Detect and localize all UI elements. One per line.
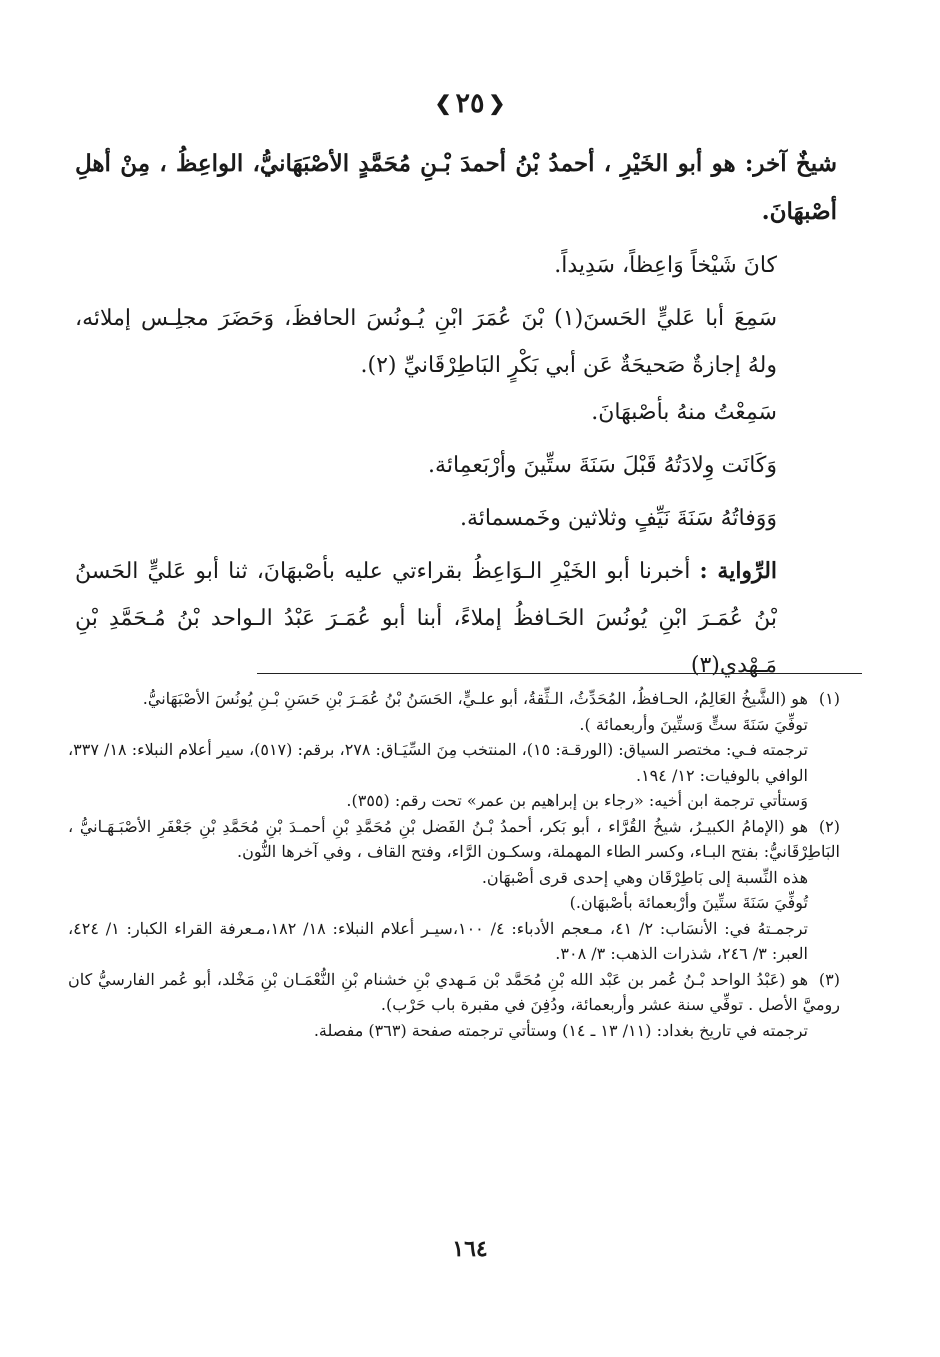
entry-number: ٢٥ — [455, 88, 485, 119]
footnote-3-text: هو (عَبْدُ الواحد بْـنُ عُمر بن عَبْد الله بْنِ مُحَمَّد بْن مَـهدي بْنِ خشنام بْنِ النُّعْمَـان بْنِ مَخْلد، أبو عُمر الفارسيُّ كان روميَّ الأصل . توفِّي سنة عشر وأربعمائة، ودُفِنَ في مقبرة باب حَرْب). — [68, 969, 840, 1014]
footnote-1 — [68, 686, 840, 712]
paragraph-heard: سَمِعْتُ منهُ بأصْبهَانَ. — [591, 400, 777, 425]
entry-number-header — [0, 88, 940, 119]
footnote-2-nisba: هذه النِّسبة إلى بَاطِرْقَان وهي إحدى قرى أصْبهَان. — [481, 867, 808, 887]
footnote-3 — [68, 967, 840, 1018]
footnote-2-died: تُوفِّيَ سَنَةَ ستِّينَ وأرْبعمائة بأصْبهَان.) — [569, 893, 808, 912]
footnote-divider — [257, 673, 862, 674]
footnote-1-label: (١) — [818, 689, 840, 708]
riwaya-label: الرِّواية : — [699, 558, 778, 584]
footnote-2-text: هو (الإمامُ الكبيـرُ، شيخُ القُرَّاء ، أبو بَكر، أحمدُ بْـنُ الفَضل بْنِ مُحَمَّدِ بْنِ أحمـدَ بْنِ مُحَمَّدِ بْنِ جَعْفَرِ الأصْبَـهَـانيُّ ، البَاطِرْقَانيُّ: بفتح البـاء، وكسر الطاء المهملة، وسكـون الرَّاء، وفتح القاف ، وفي آخرها النُّون. — [68, 816, 840, 861]
ornament-right-icon: ❯ — [488, 91, 506, 115]
riwaya-text: أخبرنا أبو الخَيْرِ الـوَاعِظُ بقراءتي عليه بأصْبهَانَ، ثنا أبو عَليٍّ الحَسنُ بْنُ عُمَـرَ ابْنِ يُونُسَ الحَـافظُ إملاءً، أبنا أبو عُمَـرَ عَبْدُ الـواحد بْنُ مُـحَمَّدِ بْنِ مَـهْدي(٣) — [75, 559, 777, 678]
footnote-1-see: وَستأتي ترجمة ابن أخيه: «رجاء بن إبراهيم بن عمر» تحت رقم: (٣٥٥). — [346, 791, 808, 810]
footnote-1-died: توفِّيَ سَنَةَ ستٍّ وَستِّينَ وأربعمائة ). — [579, 714, 808, 734]
footnote-2-refs: ترجمـتهُ في: الأنسَاب: ٢/ ٤١، مـعجم الأدباء: ٤/ ١٠٠،سيـر أعلام النبلاء: ١٨/ ١٨٢،مـعرفة القراء الكبار: ١/ ٤٢٤، العبر: ٣/ ٢٤٦، شذرات الذهب: ٣/ ٣٠٨. — [68, 918, 808, 963]
paragraph-death: وَوَفاتُهُ سَنَةَ نَيِّفٍ وثلاثين وخَمسمائة. — [459, 506, 777, 531]
footnote-1-text: هو (الشَّيخُ العَالِمُ، الحـافظُ، المُحَدِّثُ، الـثِّقةُ، أبو علـيٍّ، الحَسَنُ بْنُ عُمَـرَ بْنِ حَسَنِ بْـنِ يُونُسَ الأصْبَهَانيُّ. — [142, 689, 808, 708]
paragraph-description: كانَ شَيْخاً وَاعِظاً، سَدِيداً. — [554, 253, 777, 278]
footnote-3-label: (٣) — [818, 969, 841, 989]
main-text — [75, 140, 837, 689]
footnote-1-refs: ترجمته فـي: مختصر السياق: (الورقـة: ١٥)، المنتخب مِنَ السِّيَـاق: ٢٧٨، برقم: (٥١٧)، سير أعلام النبلاء: ١٨/ ٣٣٧، الوافي بالوفيات: ١٢/ ١٩٤. — [68, 740, 808, 785]
paragraph-teachers: سَمِعَ أبا عَليٍّ الحَسنَ(١) بْنَ عُمَرَ ابْنِ يُـونُسَ الحافظَ، وَحَضَرَ مجلِـس إملائه، ولهُ إجازةٌ صَحيحَةٌ عَن أبي بَكْرٍ البَاطِرْقَانيِّ (٢). — [75, 306, 778, 378]
page-number: ١٦٤ — [452, 1236, 488, 1262]
footnotes — [68, 686, 840, 1043]
footnote-2-label: (٢) — [818, 816, 841, 836]
paragraph-riwaya — [75, 548, 837, 689]
footnote-3-refs: ترجمته في تاريخ بغداد: (١١/ ١٣ ـ ١٤) وستأتي ترجمته صفحة (٣٦٣) مفصلة. — [313, 1020, 808, 1040]
paragraph-birth: وَكَانَت وِلادَتُهُ قَبْلَ سَنَةَ ستِّينَ وأرْبَعمِائة. — [428, 453, 777, 478]
ornament-left-icon: ❮ — [434, 91, 452, 115]
biography-heading: شيخٌ آخر: هو أبو الخَيْرِ ، أحمدُ بْنُ أحمدَ بْـنِ مُحَمَّدٍ الأصْبَهَانيُّ، الواعِظُ ، مِنْ أهلِ أصْبهَانَ. — [75, 150, 837, 225]
footnote-2 — [68, 814, 840, 865]
